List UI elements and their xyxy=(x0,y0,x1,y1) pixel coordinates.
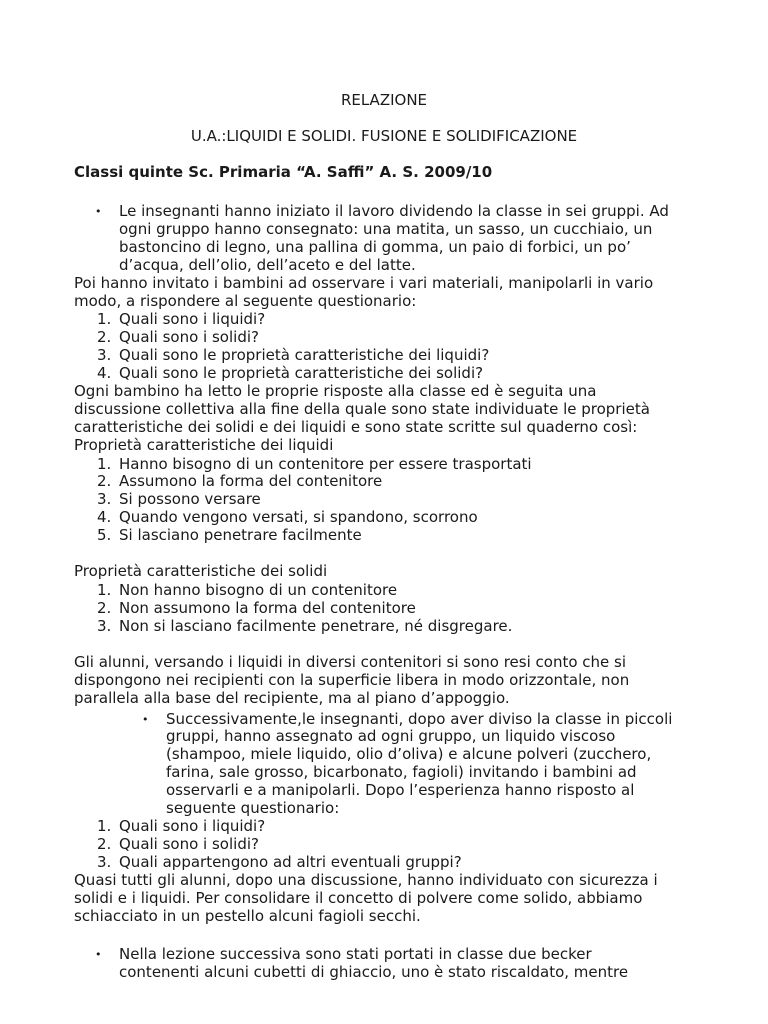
bullet-text-line: bastoncino di legno, una pallina di gomma, un paio di forbici, un po’ xyxy=(119,238,631,256)
bullet-text-line: osservarli e a manipolarli. Dopo l’esperienza hanno risposto al xyxy=(166,781,635,799)
paragraph-line: Quasi tutti gli alunni, dopo una discussione, hanno individuato con sicurezza i xyxy=(74,871,658,889)
list-number: 2. xyxy=(97,835,112,853)
list-number: 1. xyxy=(97,310,112,328)
bullet-text-line: d’acqua, dell’olio, dell’aceto e del latte. xyxy=(119,256,416,274)
list-item: Quali sono le proprietà caratteristiche dei solidi? xyxy=(119,364,484,382)
classes-heading: Classi quinte Sc. Primaria “A. Saffi” A. S. 2009/10 xyxy=(74,163,493,181)
paragraph-line: caratteristiche dei solidi e dei liquidi e sono state scritte sul quaderno così: xyxy=(74,418,638,436)
list-item: Non assumono la forma del contenitore xyxy=(119,599,416,617)
bullet-text-line: Le insegnanti hanno iniziato il lavoro dividendo la classe in sei gruppi. Ad xyxy=(119,202,669,220)
list-item: Non hanno bisogno di un contenitore xyxy=(119,581,398,599)
list-number: 2. xyxy=(97,328,112,346)
list-number: 3. xyxy=(97,853,112,871)
list-item: Quali appartengono ad altri eventuali gruppi? xyxy=(119,853,462,871)
bullet-text-line: ogni gruppo hanno consegnato: una matita, un sasso, un cucchiaio, un xyxy=(119,220,653,238)
list-item: Quali sono i solidi? xyxy=(119,328,259,346)
bullet-text-line: Nella lezione successiva sono stati portati in classe due becker xyxy=(119,945,592,963)
list-item: Quali sono i liquidi? xyxy=(119,817,266,835)
paragraph-line: parallela alla base del recipiente, ma al piano d’appoggio. xyxy=(74,689,510,707)
list-number: 3. xyxy=(97,617,112,635)
bullet-text-line: seguente questionario: xyxy=(166,799,340,817)
bullet-marker: • xyxy=(142,713,149,726)
list-item: Quali sono i solidi? xyxy=(119,835,259,853)
list-number: 3. xyxy=(97,490,112,508)
bullet-marker: • xyxy=(95,948,102,961)
paragraph-line: Poi hanno invitato i bambini ad osservare i vari materiali, manipolarli in vario xyxy=(74,274,654,292)
unit-heading: U.A.:LIQUIDI E SOLIDI. FUSIONE E SOLIDIFICAZIONE xyxy=(190,127,578,145)
list-number: 5. xyxy=(97,526,112,544)
solids-heading: Proprietà caratteristiche dei solidi xyxy=(74,562,328,580)
list-item: Quali sono i liquidi? xyxy=(119,310,266,328)
list-number: 4. xyxy=(97,508,112,526)
paragraph-line: Ogni bambino ha letto le proprie risposte alla classe ed è seguita una xyxy=(74,382,597,400)
list-item: Non si lasciano facilmente penetrare, né disgregare. xyxy=(119,617,513,635)
list-item: Quando vengono versati, si spandono, scorrono xyxy=(119,508,478,526)
bullet-text-line: Successivamente,le insegnanti, dopo aver diviso la classe in piccoli xyxy=(166,710,673,728)
paragraph-line: Gli alunni, versando i liquidi in diversi contenitori si sono resi conto che si xyxy=(74,653,627,671)
list-item: Si possono versare xyxy=(119,490,261,508)
list-number: 2. xyxy=(97,472,112,490)
list-number: 1. xyxy=(97,581,112,599)
paragraph-line: dispongono nei recipienti con la superficie libera in modo orizzontale, non xyxy=(74,671,630,689)
list-item: Assumono la forma del contenitore xyxy=(119,472,383,490)
list-item: Si lasciano penetrare facilmente xyxy=(119,526,362,544)
bullet-text-line: gruppi, hanno assegnato ad ogni gruppo, un liquido viscoso xyxy=(166,727,616,745)
liquids-heading: Proprietà caratteristiche dei liquidi xyxy=(74,436,334,454)
list-number: 3. xyxy=(97,346,112,364)
list-number: 4. xyxy=(97,364,112,382)
list-number: 2. xyxy=(97,599,112,617)
list-item: Hanno bisogno di un contenitore per essere trasportati xyxy=(119,455,532,473)
list-number: 1. xyxy=(97,455,112,473)
bullet-text-line: farina, sale grosso, bicarbonato, fagioli) invitando i bambini ad xyxy=(166,763,637,781)
paragraph-line: modo, a rispondere al seguente questionario: xyxy=(74,292,417,310)
paragraph-line: schiacciato in un pestello alcuni fagioli secchi. xyxy=(74,907,421,925)
document-title: RELAZIONE xyxy=(340,91,428,109)
bullet-text-line: (shampoo, miele liquido, olio d’oliva) e alcune polveri (zucchero, xyxy=(166,745,652,763)
list-number: 1. xyxy=(97,817,112,835)
bullet-marker: • xyxy=(95,205,102,218)
paragraph-line: solidi e i liquidi. Per consolidare il concetto di polvere come solido, abbiamo xyxy=(74,889,643,907)
paragraph-line: discussione collettiva alla fine della quale sono state individuate le proprietà xyxy=(74,400,650,418)
list-item: Quali sono le proprietà caratteristiche dei liquidi? xyxy=(119,346,490,364)
bullet-text-line: contenenti alcuni cubetti di ghiaccio, uno è stato riscaldato, mentre xyxy=(119,963,629,981)
